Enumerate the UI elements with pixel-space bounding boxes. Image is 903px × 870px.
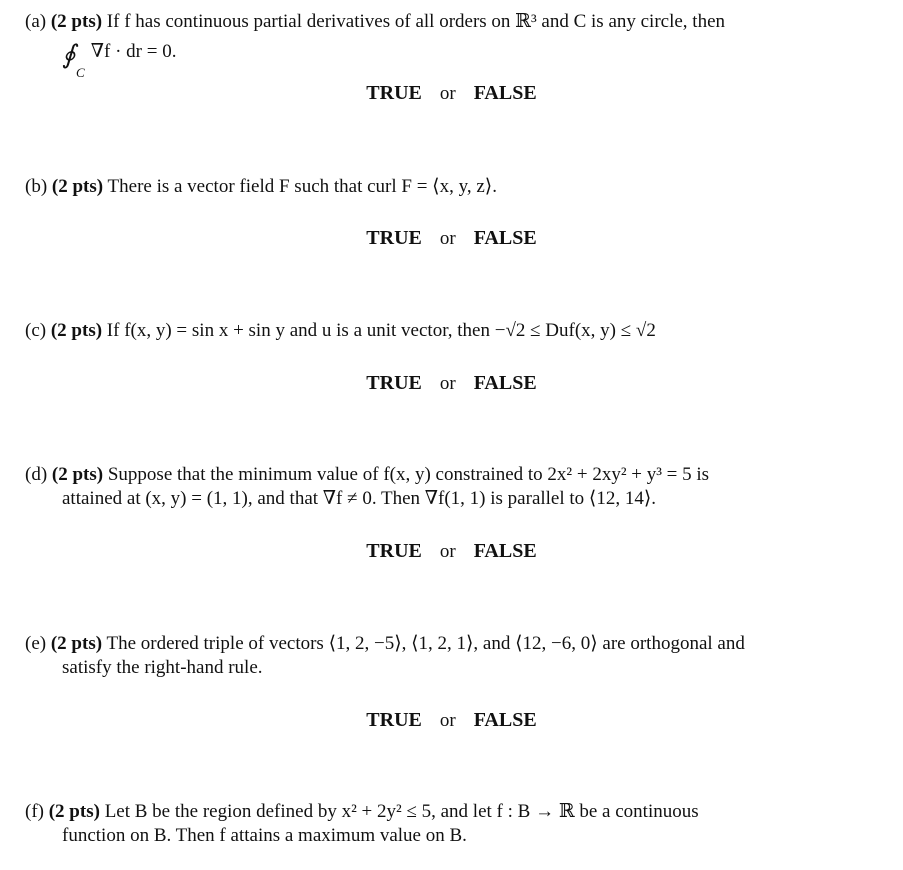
question-a-line1	[25, 10, 865, 34]
question-text: If f has continuous partial derivatives of all orders on ℝ³ and C is any circle, then	[106, 11, 726, 32]
question-text: If f(x, y) = sin x + sin y and u is a unit vector, then −√2 ≤ Duf(x, y) ≤ √2	[106, 320, 656, 341]
false-option[interactable]: FALSE	[473, 709, 537, 731]
question-label: (c)	[25, 320, 47, 341]
question-text: There is a vector field F such that curl F = ⟨x, y, z⟩.	[107, 176, 497, 197]
true-option[interactable]: TRUE	[366, 540, 422, 562]
or-separator: or	[439, 228, 456, 249]
false-option[interactable]: FALSE	[473, 82, 537, 104]
question-e	[25, 632, 865, 680]
or-separator: or	[439, 373, 456, 394]
question-d-line1	[25, 463, 865, 487]
question-e-line2: satisfy the right-hand rule.	[62, 657, 263, 678]
question-a	[25, 10, 865, 80]
choice-c	[0, 371, 903, 396]
question-points: (2 pts)	[50, 633, 103, 654]
question-points: (2 pts)	[51, 464, 104, 485]
or-separator: or	[439, 541, 456, 562]
choice-d	[0, 539, 903, 564]
question-text: Suppose that the minimum value of f(x, y) constrained to 2x² + 2xy² + y³ = 5 is	[107, 464, 710, 485]
question-f	[25, 800, 865, 848]
question-label: (b)	[25, 176, 48, 197]
question-label: (f)	[25, 801, 44, 822]
question-f-line1	[25, 800, 865, 824]
question-b	[25, 175, 865, 199]
question-c	[25, 319, 865, 343]
choice-e	[0, 708, 903, 733]
question-f-line2: function on B. Then f attains a maximum value on B.	[62, 825, 467, 846]
integral-subscript: C	[76, 65, 85, 80]
false-option[interactable]: FALSE	[473, 227, 537, 249]
true-option[interactable]: TRUE	[366, 709, 422, 731]
question-label: (a)	[25, 11, 47, 32]
question-label: (d)	[25, 464, 48, 485]
or-separator: or	[439, 710, 456, 731]
question-points: (2 pts)	[50, 11, 103, 32]
question-d	[25, 463, 865, 511]
integral-expression: ∇f · dr = 0.	[90, 41, 177, 62]
true-option[interactable]: TRUE	[366, 227, 422, 249]
question-points: (2 pts)	[51, 176, 104, 197]
false-option[interactable]: FALSE	[473, 372, 537, 394]
or-separator: or	[439, 83, 456, 104]
choice-a	[0, 81, 903, 106]
question-c-line1	[25, 319, 865, 343]
question-e-line1	[25, 632, 865, 656]
true-option[interactable]: TRUE	[366, 82, 422, 104]
question-points: (2 pts)	[50, 320, 103, 341]
question-text: Let B be the region defined by x² + 2y² ≤ 5, and let f : B → ℝ be a continuous	[104, 801, 699, 822]
question-a-line2	[25, 40, 865, 80]
question-b-line1	[25, 175, 865, 199]
false-option[interactable]: FALSE	[473, 540, 537, 562]
choice-b	[0, 226, 903, 251]
question-text: The ordered triple of vectors ⟨1, 2, −5⟩, ⟨1, 2, 1⟩, and ⟨12, −6, 0⟩ are orthogonal and	[106, 633, 745, 654]
question-points: (2 pts)	[48, 801, 100, 822]
true-option[interactable]: TRUE	[366, 372, 422, 394]
question-label: (e)	[25, 633, 47, 654]
contour-integral-symbol: ∮ C	[62, 43, 80, 67]
question-d-line2: attained at (x, y) = (1, 1), and that ∇f ≠ 0. Then ∇f(1, 1) is parallel to ⟨12, 14⟩.	[62, 488, 657, 509]
